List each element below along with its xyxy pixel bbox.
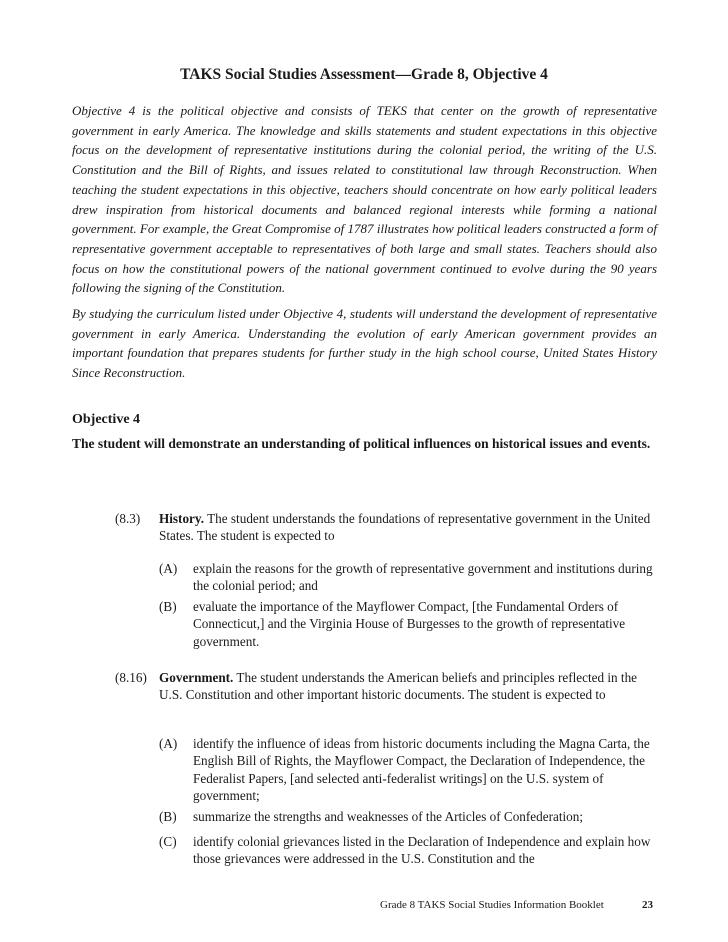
page-number: 23	[642, 899, 653, 911]
teks-8-3-item-a	[159, 560, 659, 595]
teks-text: The student understands the foundations of representative government in the United States. The student is expected to	[159, 511, 651, 544]
teks-8-3-item-b	[159, 598, 659, 650]
item-letter: (B)	[159, 599, 177, 614]
intro-paragraph-1: Objective 4 is the political objective and consists of TEKS that center on the growth of representative government in early America. The knowledge and skills statements and student expectations in this objective focus on the development of representative institutions during the colonial period, the writing of the U.S. Constitution and the Bill of Rights, and issues related to constitutional law through Reconstruction. When teaching the student expectations in this objective, teachers should concentrate on how early political leaders drew inspiration from historical documents and balanced regional interests while forming a national government. For example, the Great Compromise of 1787 illustrates how political leaders constructed a form of representative government acceptable to representatives of both large and small states. Teachers should also focus on how the constitutional powers of the national government continued to evolve during the 90 years following the signing of the Constitution.	[72, 103, 657, 296]
item-letter: (C)	[159, 834, 177, 849]
item-text: identify colonial grievances listed in the Declaration of Independence and explain how those grievances were addressed in the U.S. Constitution and the	[193, 834, 651, 867]
item-text: evaluate the importance of the Mayflower Compact, [the Fundamental Orders of Connecticut,] and the Virginia House of Burgesses to the growth of representative government.	[193, 599, 626, 649]
teks-8-16-item-a	[159, 735, 659, 804]
objective-heading: Objective 4	[72, 412, 141, 427]
teks-8-16-item-b	[159, 808, 659, 825]
objective-statement: The student will demonstrate an understanding of political influences on historical issues and events.	[72, 436, 651, 451]
intro-paragraph-2: By studying the curriculum listed under Objective 4, students will understand the development of representative government in early America. Understanding the evolution of early American government provides an important foundation that prepares students for further study in the high school course, United States History Since Reconstruction.	[72, 306, 657, 381]
item-text: identify the influence of ideas from historic documents including the Magna Carta, the English Bill of Rights, the Mayflower Compact, the Declaration of Independence, the Federalist Papers, [and selected anti-federalist writings] on the U.S. system of government;	[193, 736, 650, 803]
teks-topic: History.	[159, 511, 205, 526]
teks-code: (8.16)	[115, 670, 147, 685]
item-letter: (A)	[159, 561, 178, 576]
teks-text: The student understands the American beliefs and principles reflected in the U.S. Constitution and other important historic documents. The student is expected to	[159, 670, 638, 703]
item-text: summarize the strengths and weaknesses of the Articles of Confederation;	[193, 809, 584, 824]
item-letter: (B)	[159, 809, 177, 824]
page-title: TAKS Social Studies Assessment—Grade 8, Objective 4	[180, 66, 548, 83]
footer-booklet-title: Grade 8 TAKS Social Studies Information Booklet	[380, 899, 604, 911]
teks-8-16-item-c	[159, 833, 659, 868]
teks-code: (8.3)	[115, 511, 141, 526]
teks-8-3	[115, 510, 655, 545]
teks-body	[159, 669, 655, 704]
teks-8-16	[115, 669, 655, 704]
item-letter: (A)	[159, 736, 178, 751]
teks-body	[159, 510, 655, 545]
item-text: explain the reasons for the growth of representative government and institutions during the colonial period; and	[193, 561, 653, 594]
teks-topic: Government.	[159, 670, 234, 685]
